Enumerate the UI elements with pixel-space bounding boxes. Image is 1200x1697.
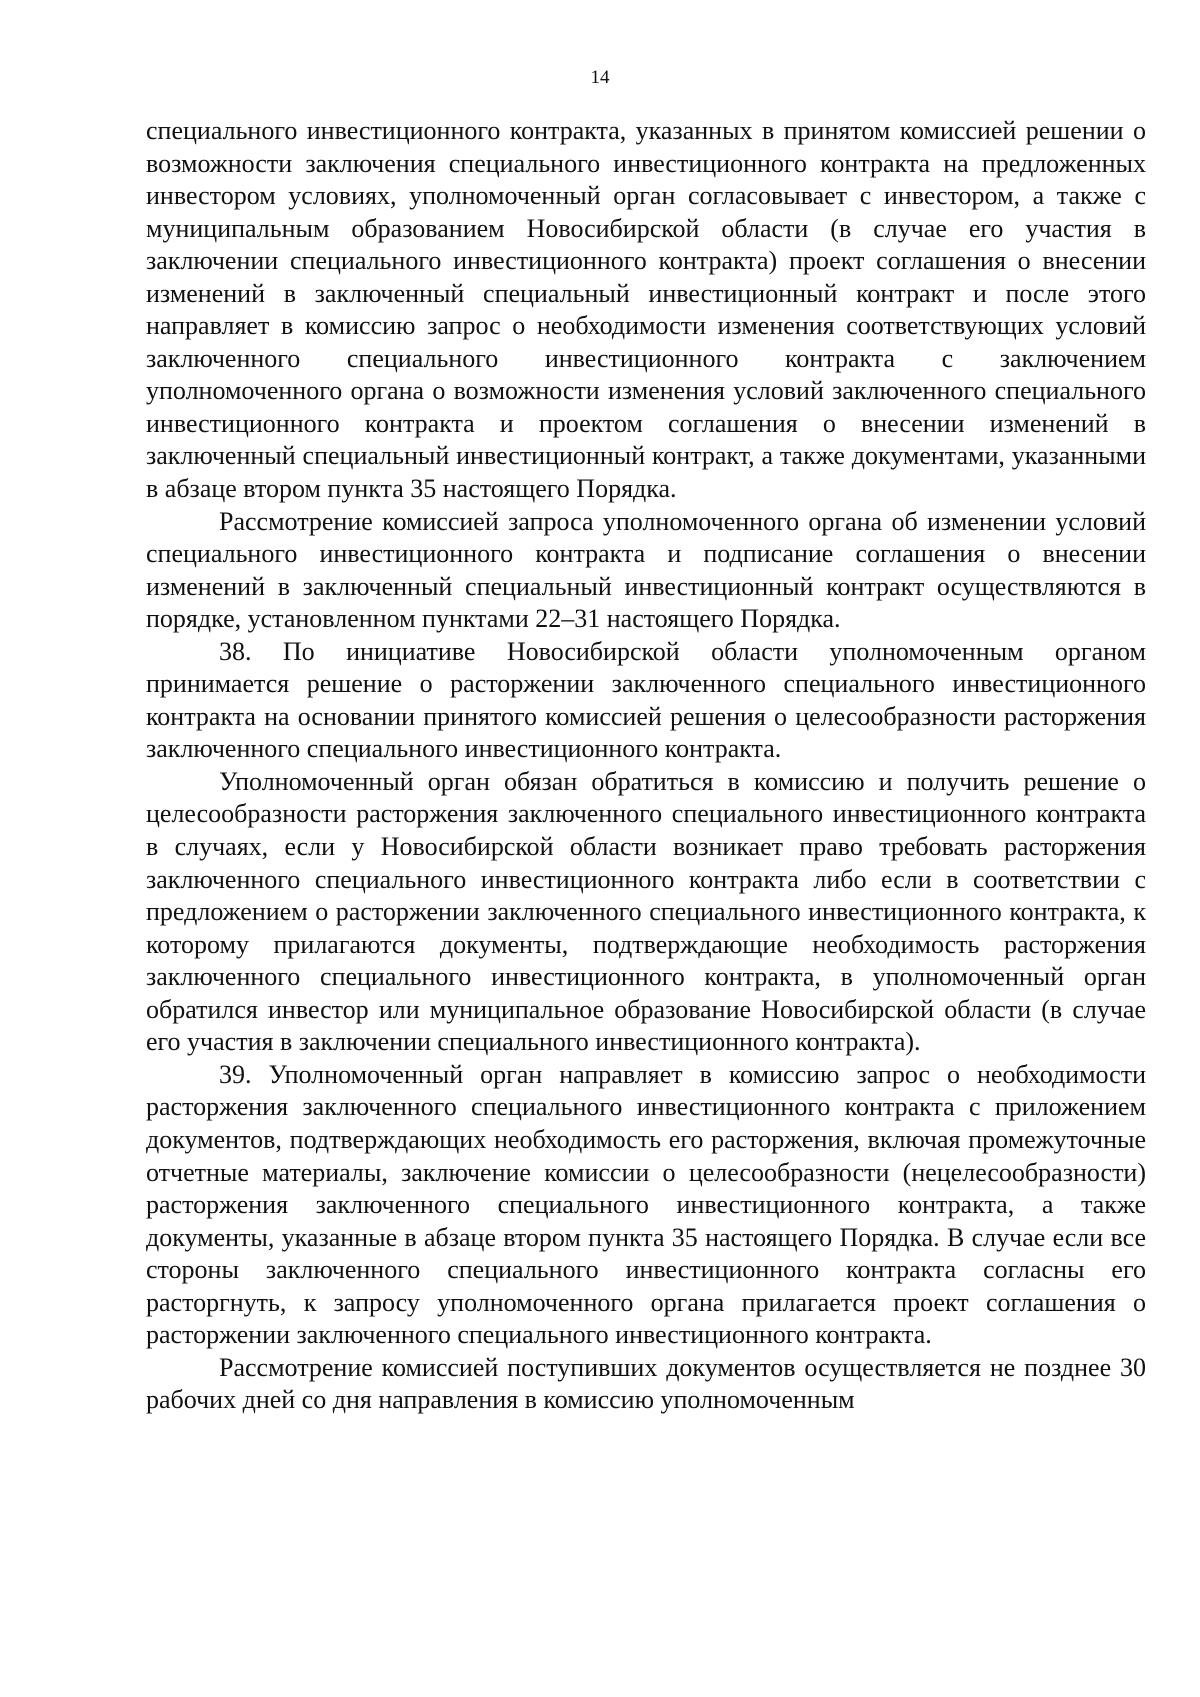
paragraph-item-39: 39. Уполномоченный орган направляет в комиссию запрос о необходимости расторжения заключенного специального инвестиционного контракта с приложением документов, подтверждающих необходимость его расторжения, включая промежуточные отчетные материалы, заключение комиссии о целесообразности (нецелесообразности) расторжения заключенного специального инвестиционного контракта, а также документы, указанные в абзаце втором пункта 35 настоящего Порядка. В случае если все стороны заключенного специального инвестиционного контракта согласны его расторгнуть, к запросу уполномоченного органа прилагается проект соглашения о расторжении заключенного специального инвестиционного контракта. — [146, 1059, 1146, 1350]
paragraph-continuation: специального инвестиционного контракта, указанных в принятом комиссией решении о возможности заключения специального инвестиционного контракта на предложенных инвестором условиях, уполномоченный орган согласовывает с инвестором, а также с муниципальным образованием Новосибирской области (в случае его участия в заключении специального инвестиционного контракта) проект соглашения о внесении изменений в заключенный специальный инвестиционный контракт и после этого направляет в комиссию запрос о необходимости изменения соответствующих условий заключенного специального инвестиционного контракта с заключением уполномоченного органа о возможности изменения условий заключенного специального инвестиционного контракта и проектом соглашения о внесении изменений в заключенный специальный инвестиционный контракт, а также документами, указанными в абзаце втором пункта 35 настоящего Порядка. — [146, 116, 1146, 504]
paragraph-commission-review: Рассмотрение комиссией запроса уполномоченного органа об изменении условий специального инвестиционного контракта и подписание соглашения о внесении изменений в заключенный специальный инвестиционный контракт осуществляются в порядке, установленном пунктами 22–31 настоящего Порядка. — [146, 506, 1146, 634]
page-number: 14 — [590, 67, 610, 88]
paragraph-item-38: 38. По инициативе Новосибирской области уполномоченным органом принимается решение о расторжении заключенного специального инвестиционного контракта на основании принятого комиссией решения о целесообразности расторжения заключенного специального инвестиционного контракта. — [146, 636, 1146, 764]
document-body — [146, 115, 1146, 1417]
paragraph-termination-conditions: Уполномоченный орган обязан обратиться в комиссию и получить решение о целесообразности расторжения заключенного специального инвестиционного контракта в случаях, если у Новосибирской области возникает право требовать расторжения заключенного специального инвестиционного контракта либо если в соответствии с предложением о расторжении заключенного специального инвестиционного контракта, к которому прилагаются документы, подтверждающие необходимость расторжения заключенного специального инвестиционного контракта, в уполномоченный орган обратился инвестор или муниципальное образование Новосибирской области (в случае его участия в заключении специального инвестиционного контракта). — [146, 766, 1146, 1057]
paragraph-review-deadline: Рассмотрение комиссией поступивших документов осуществляется не позднее 30 рабочих дней со дня направления в комиссию уполномоченным — [146, 1352, 1146, 1415]
